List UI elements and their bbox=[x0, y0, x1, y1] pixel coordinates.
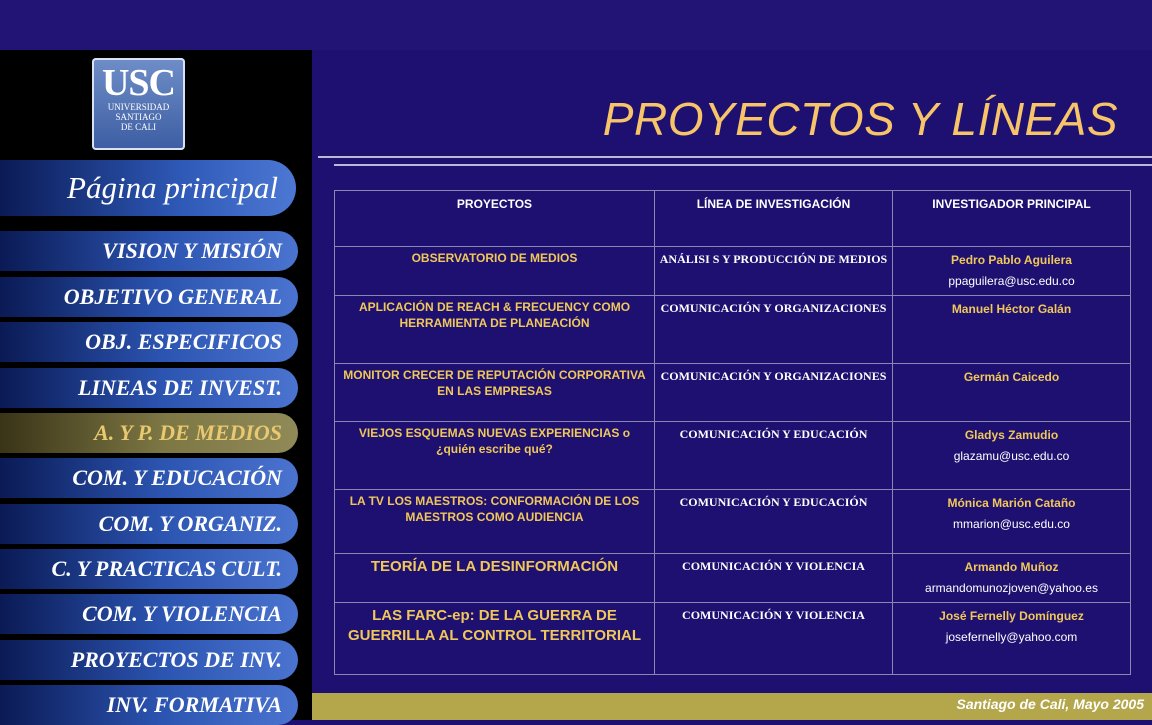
investigator-name: Pedro Pablo Aguilera bbox=[951, 253, 1072, 267]
footer-date: Santiago de Cali, Mayo 2005 bbox=[956, 696, 1144, 712]
investigator-email: armandomunozjoven@yahoo.es bbox=[925, 581, 1098, 595]
investigator-cell bbox=[893, 490, 1131, 554]
nav-com-violencia[interactable]: COM. Y VIOLENCIA bbox=[0, 594, 298, 634]
nav-analisis-medios[interactable]: A. Y P. DE MEDIOS bbox=[0, 413, 298, 453]
table-row bbox=[335, 296, 1131, 364]
line-cell: COMUNICACIÓN Y ORGANIZACIONES bbox=[655, 364, 893, 422]
line-cell: COMUNICACIÓN Y EDUCACIÓN bbox=[655, 422, 893, 490]
project-cell: LAS FARC-ep: DE LA GUERRA DE GUERRILLA AL CONTROL TERRITORIAL bbox=[335, 603, 655, 675]
table-row bbox=[335, 490, 1131, 554]
investigator-cell bbox=[893, 247, 1131, 296]
line-cell: COMUNICACIÓN Y VIOLENCIA bbox=[655, 554, 893, 603]
line-cell: COMUNICACIÓN Y EDUCACIÓN bbox=[655, 490, 893, 554]
investigator-name: Armando Muñoz bbox=[964, 560, 1059, 574]
project-cell: VIEJOS ESQUEMAS NUEVAS EXPERIENCIAS o ¿quién escribe qué? bbox=[335, 422, 655, 490]
home-link[interactable]: Página principal bbox=[0, 160, 296, 216]
table-row bbox=[335, 247, 1131, 296]
nav-inv-formativa[interactable]: INV. FORMATIVA bbox=[0, 685, 298, 725]
logo-line-1: UNIVERSIDAD bbox=[107, 102, 170, 112]
investigator-cell bbox=[893, 603, 1131, 675]
usc-logo[interactable] bbox=[92, 58, 185, 150]
logo-text: USC bbox=[101, 62, 176, 104]
nav-proyectos-inv[interactable]: PROYECTOS DE INV. bbox=[0, 640, 298, 680]
line-cell: COMUNICACIÓN Y ORGANIZACIONES bbox=[655, 296, 893, 364]
line-cell: COMUNICACIÓN Y VIOLENCIA bbox=[655, 603, 893, 675]
project-cell: LA TV LOS MAESTROS: CONFORMACIÓN DE LOS MAESTROS COMO AUDIENCIA bbox=[335, 490, 655, 554]
nav-com-educacion[interactable]: COM. Y EDUCACIÓN bbox=[0, 458, 298, 498]
title-divider-bottom bbox=[334, 164, 1152, 166]
investigator-name: Mónica Marión Cataño bbox=[947, 496, 1076, 510]
table-header-row bbox=[335, 191, 1131, 247]
logo-line-2: SANTIAGO bbox=[115, 112, 162, 122]
page-title: PROYECTOS Y LÍNEAS bbox=[602, 93, 1118, 145]
nav-practicas-cult[interactable]: C. Y PRACTICAS CULT. bbox=[0, 549, 298, 589]
title-divider-top bbox=[318, 156, 1152, 158]
table-row bbox=[335, 364, 1131, 422]
investigator-cell bbox=[893, 554, 1131, 603]
investigator-cell bbox=[893, 422, 1131, 490]
investigator-name: Manuel Héctor Galán bbox=[951, 302, 1072, 316]
investigator-name: Germán Caicedo bbox=[963, 370, 1060, 384]
line-cell: ANÁLISI S Y PRODUCCIÓN DE MEDIOS bbox=[655, 247, 893, 296]
header-proyectos: PROYECTOS bbox=[335, 191, 655, 247]
investigator-email: josefernelly@yahoo.com bbox=[945, 630, 1078, 644]
nav-lineas-invest[interactable]: LINEAS DE INVEST. bbox=[0, 368, 298, 408]
header-investigador: INVESTIGADOR PRINCIPAL bbox=[893, 191, 1131, 247]
investigator-cell bbox=[893, 296, 1131, 364]
project-cell: APLICACIÓN DE REACH & FRECUENCY COMO HERRAMIENTA DE PLANEACIÓN bbox=[335, 296, 655, 364]
projects-table bbox=[334, 190, 1131, 675]
table-row bbox=[335, 554, 1131, 603]
investigator-email: ppaguilera@usc.edu.co bbox=[948, 274, 1075, 288]
investigator-name: Gladys Zamudio bbox=[964, 428, 1059, 442]
project-cell: MONITOR CRECER DE REPUTACIÓN CORPORATIVA EN LAS EMPRESAS bbox=[335, 364, 655, 422]
project-cell: TEORÍA DE LA DESINFORMACIÓN bbox=[335, 554, 655, 603]
top-band bbox=[0, 0, 1152, 50]
investigator-email: glazamu@usc.edu.co bbox=[953, 449, 1070, 463]
investigator-name: José Fernelly Domínguez bbox=[939, 609, 1084, 623]
nav-obj-especificos[interactable]: OBJ. ESPECIFICOS bbox=[0, 322, 298, 362]
table-row bbox=[335, 603, 1131, 675]
nav-vision-mision[interactable]: VISION Y MISIÓN bbox=[0, 231, 298, 271]
project-cell: OBSERVATORIO DE MEDIOS bbox=[335, 247, 655, 296]
logo-line-3: DE CALI bbox=[120, 122, 157, 132]
investigator-cell bbox=[893, 364, 1131, 422]
header-linea: LÍNEA DE INVESTIGACIÓN bbox=[655, 191, 893, 247]
nav-objetivo-general[interactable]: OBJETIVO GENERAL bbox=[0, 277, 298, 317]
table-row bbox=[335, 422, 1131, 490]
investigator-email: mmarion@usc.edu.co bbox=[953, 517, 1070, 531]
nav-com-organiz[interactable]: COM. Y ORGANIZ. bbox=[0, 504, 298, 544]
